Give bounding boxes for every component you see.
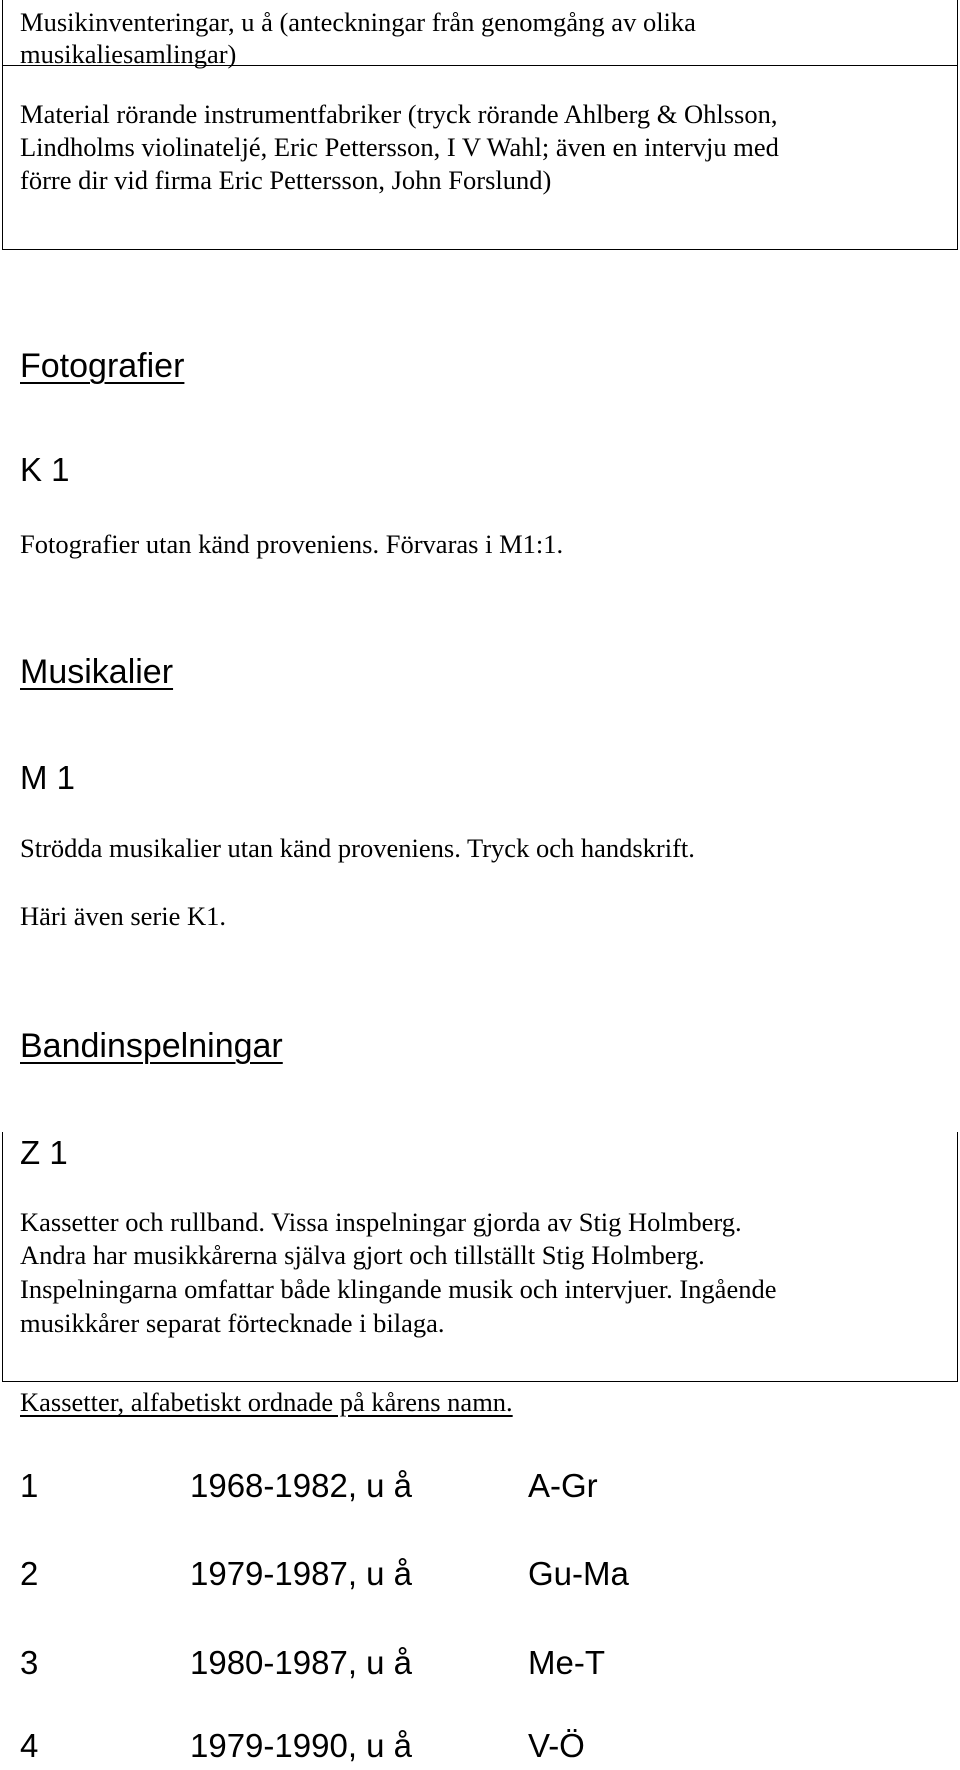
cassette-list-heading: Kassetter, alfabetiskt ordnade på kårens namn. [20,1387,513,1417]
inventory-line: Lindholms violinateljé, Eric Pettersson, I V Wahl; även en intervju med [20,132,779,162]
cassette-years: 1968-1982, u å [190,1467,413,1504]
series-note: Häri även serie K1. [20,901,227,931]
series-code-m1: M 1 [20,759,76,796]
series-code-z1: Z 1 [20,1134,68,1171]
cassette-number: 3 [20,1644,39,1681]
section-heading-bandinspelningar: Bandinspelningar [20,1027,283,1065]
inventory-line: Musikinventeringar, u å (anteckningar från genomgång av olika [20,7,696,37]
cassette-number: 2 [20,1555,39,1592]
series-code-k1: K 1 [20,451,70,488]
description-line: Andra har musikkårerna själva gjort och tillställt Stig Holmberg. [20,1240,705,1270]
inventory-line: Material rörande instrumentfabriker (tryck rörande Ahlberg & Ohlsson, [20,99,778,129]
section-heading-fotografier: Fotografier [20,347,185,385]
description-line: Inspelningarna omfattar både klingande musik och intervjuer. Ingående [20,1274,777,1304]
cassette-range: Gu-Ma [528,1555,629,1592]
cassette-range: V-Ö [528,1727,585,1764]
cassette-years: 1979-1990, u å [190,1727,413,1764]
cassette-number: 4 [20,1727,39,1764]
description-line: musikkårer separat förtecknade i bilaga. [20,1308,445,1338]
section-heading-musikalier: Musikalier [20,653,174,691]
series-description: Strödda musikalier utan känd proveniens. Tryck och handskrift. [20,833,695,863]
cassette-years: 1979-1987, u å [190,1555,413,1592]
cassette-years: 1980-1987, u å [190,1644,413,1681]
inventory-line: musikaliesamlingar) [20,39,237,69]
description-line: Kassetter och rullband. Vissa inspelningar gjorda av Stig Holmberg. [20,1207,742,1237]
series-description: Fotografier utan känd proveniens. Förvaras i M1:1. [20,529,564,559]
cassette-number: 1 [20,1467,39,1504]
inventory-line: förre dir vid firma Eric Pettersson, John Forslund) [20,165,552,195]
cassette-range: Me-T [528,1644,605,1681]
cassette-range: A-Gr [528,1467,598,1504]
